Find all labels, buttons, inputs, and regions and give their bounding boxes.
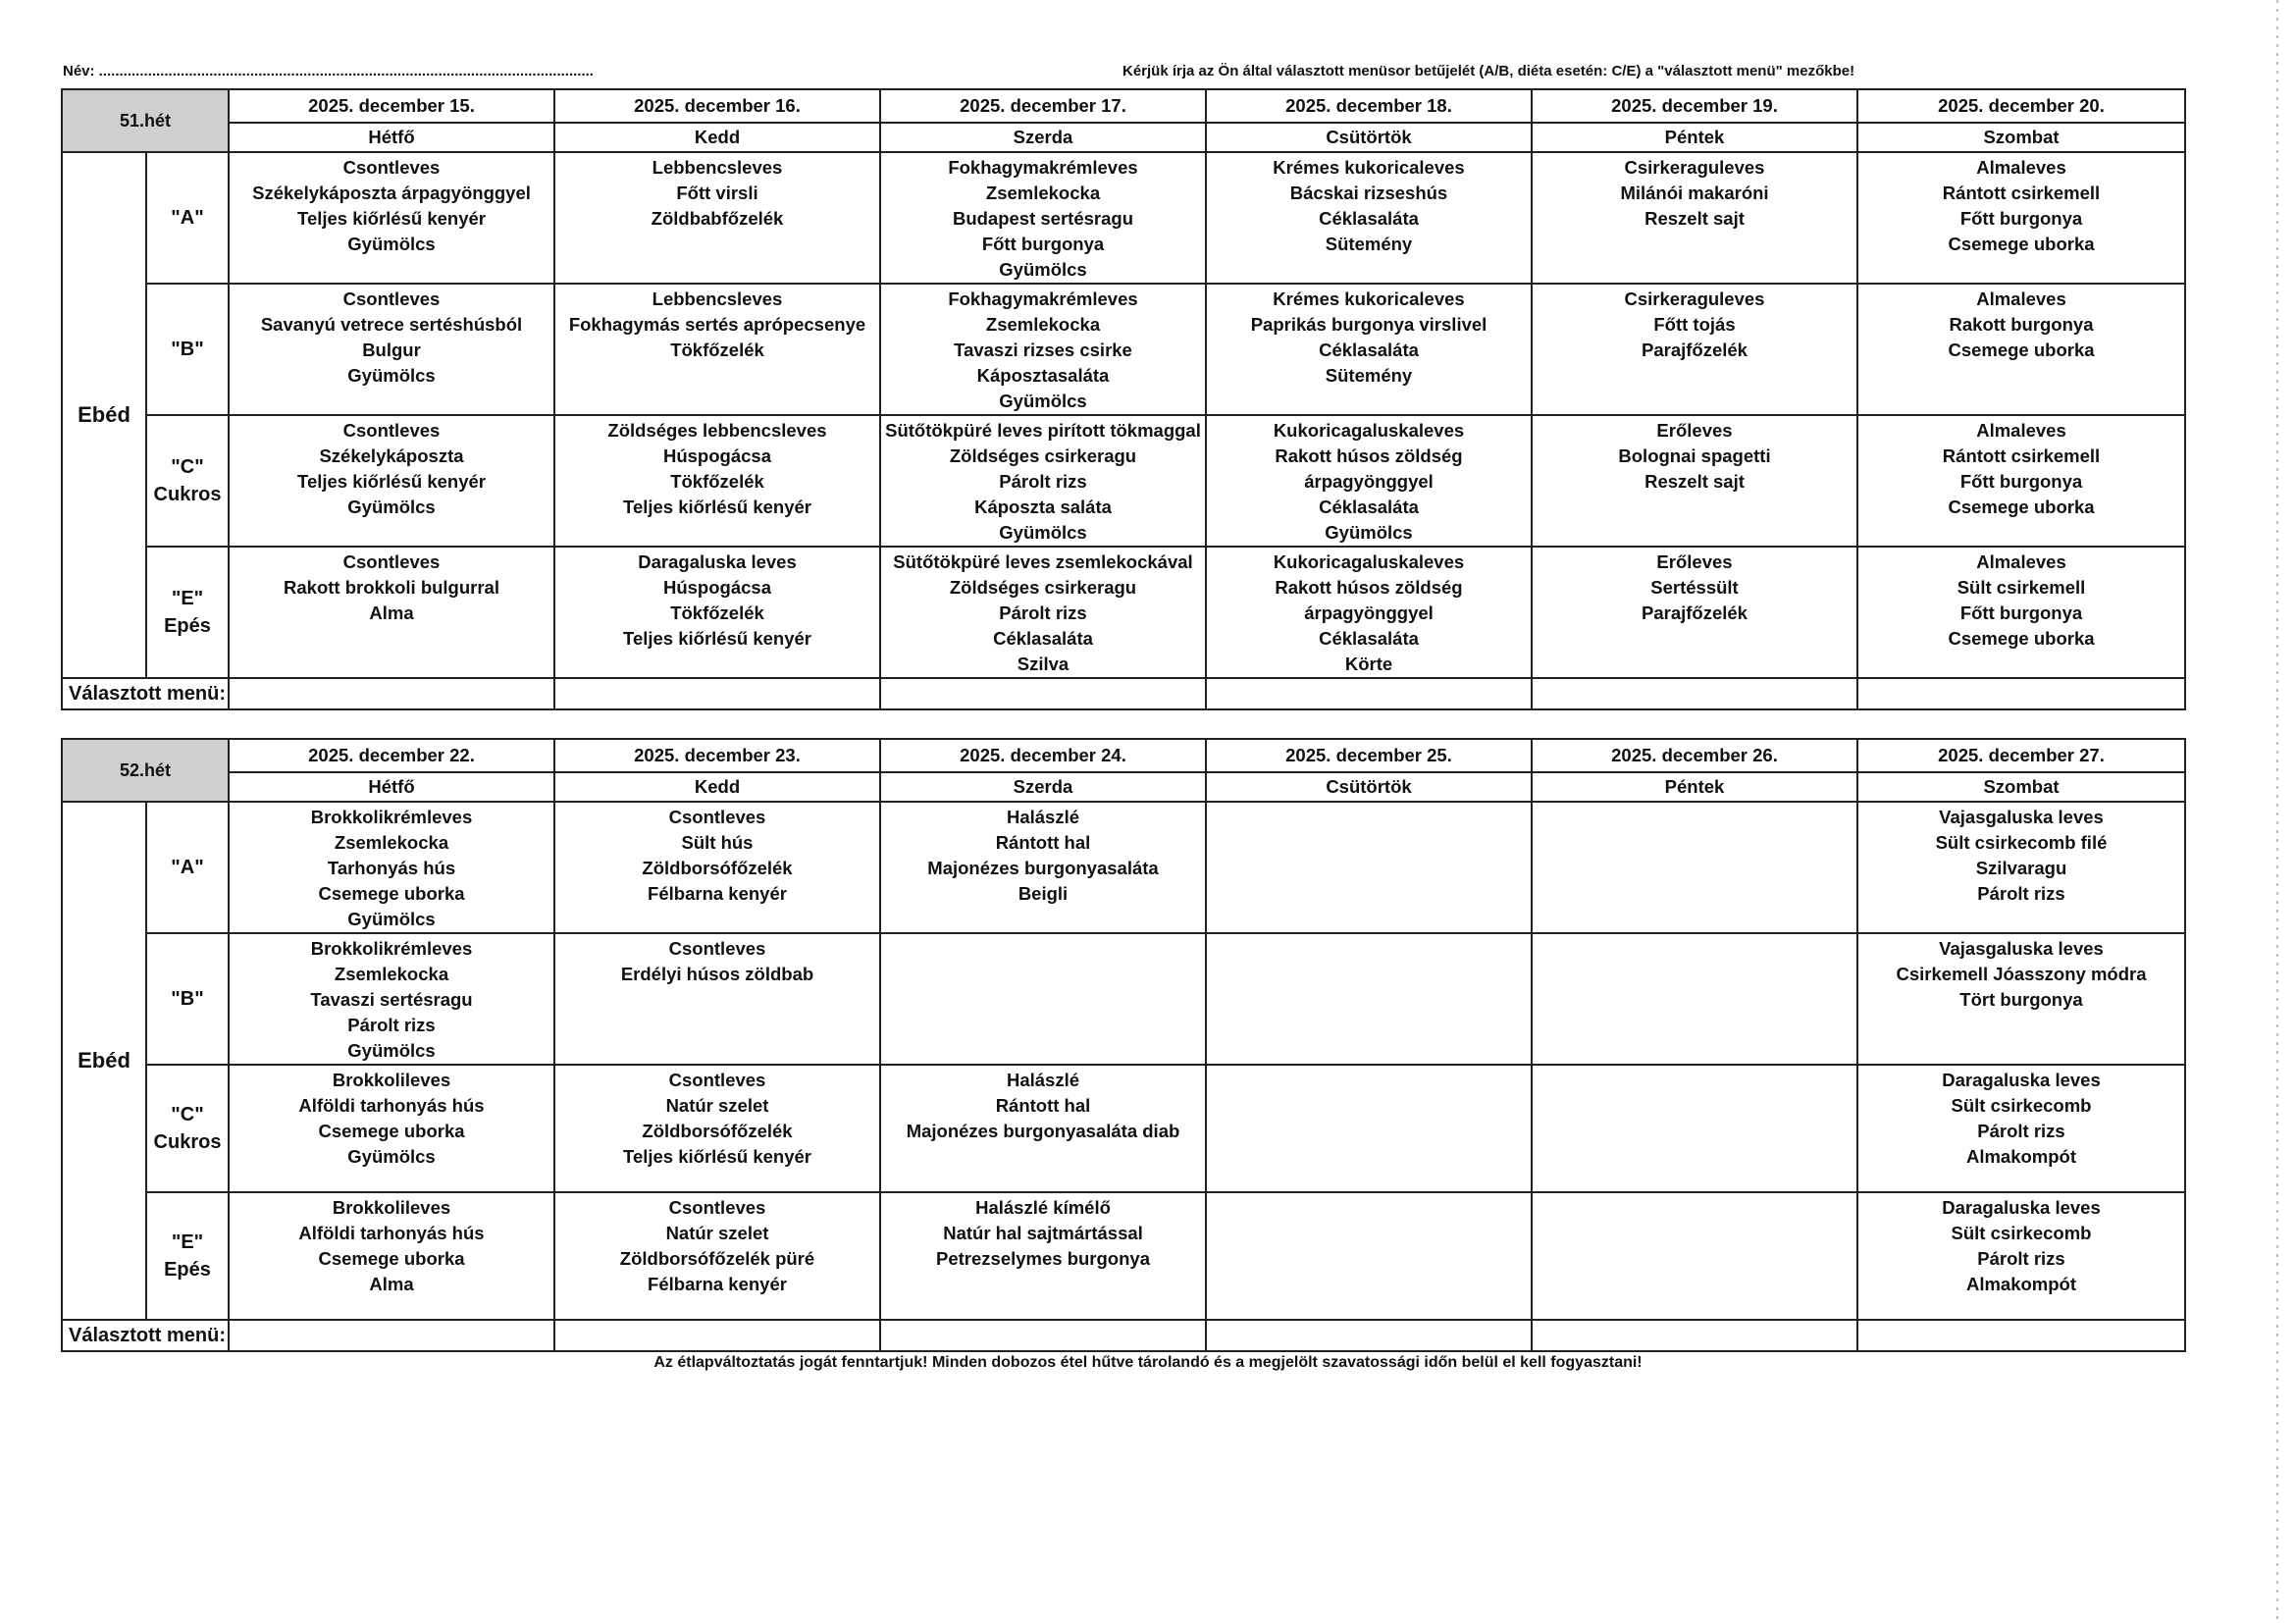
dish-item: Almakompót	[1965, 1146, 2077, 1167]
menu-row-b	[62, 933, 2185, 1065]
dish-item: Húspogácsa	[662, 445, 771, 466]
menu-cell	[1206, 1192, 1532, 1320]
menu-cell	[880, 152, 1206, 284]
day-name: Péntek	[1532, 123, 1857, 152]
selected-menu-label: Választott menü:	[62, 1320, 229, 1351]
menu-cell	[1206, 1065, 1532, 1192]
dish-item: Zsemlekocka	[334, 964, 449, 984]
menu-cell	[1857, 415, 2185, 547]
dish-item: Teljes kiőrlésű kenyér	[623, 497, 811, 517]
menu-cell	[880, 547, 1206, 678]
menu-row-a	[62, 802, 2185, 933]
dish-item: Főtt virsli	[676, 183, 758, 203]
selected-menu-field[interactable]	[880, 678, 1206, 709]
dish-item: Almaleves	[1976, 157, 2066, 178]
selected-menu-field[interactable]	[1532, 1320, 1857, 1351]
day-name: Csütörtök	[1206, 772, 1532, 802]
dish-item: Savanyú vetrece sertéshúsból	[260, 314, 523, 335]
dish-item: Húspogácsa	[662, 577, 771, 598]
week-table	[61, 88, 2186, 710]
dish-item: Gyümölcs	[999, 522, 1087, 543]
dish-item: Halászlé kímélő	[975, 1197, 1111, 1218]
dish-item: Sült csirkecomb	[1951, 1223, 2092, 1243]
menu-code-cell	[146, 1192, 229, 1320]
day-name: Szerda	[880, 772, 1206, 802]
menu-code-cell	[146, 415, 229, 547]
dish-item: Zsemlekocka	[985, 183, 1101, 203]
dish-item: Brokkolikrémleves	[310, 938, 473, 959]
dish-item: Tökfőzelék	[670, 340, 764, 360]
menu-cell	[229, 284, 554, 415]
selected-menu-field[interactable]	[229, 1320, 554, 1351]
menu-row-a	[62, 152, 2185, 284]
footer-note: Az étlapváltoztatás jogát fenntartjuk! Minden dobozos étel hűtve tárolandó és a megjelölt szavatossági időn belül el kell fogyasztani!	[653, 1354, 1643, 1371]
dish-item: Tört burgonya	[1959, 989, 2083, 1010]
dish-item: Sült hús	[681, 832, 754, 853]
dish-item: Félbarna kenyér	[648, 1274, 787, 1294]
dish-item: Csontleves	[668, 1070, 766, 1090]
menu-cell	[1857, 284, 2185, 415]
dish-item: Parajfőzelék	[1642, 602, 1748, 623]
menu-cell	[229, 1065, 554, 1192]
menu-row-e	[62, 547, 2185, 678]
dish-item: Sütemény	[1325, 234, 1413, 254]
dish-item: Párolt rizs	[1977, 1121, 2065, 1141]
day-date: 2025. december 26.	[1532, 739, 1857, 772]
dish-item: Párolt rizs	[1977, 1248, 2065, 1269]
menu-code-cell	[146, 802, 229, 933]
menu-code: "B"	[171, 988, 204, 1010]
dish-item: Főtt burgonya	[1959, 602, 2083, 623]
menu-cell	[554, 284, 880, 415]
dish-item: Halászlé	[1006, 807, 1080, 827]
instruction-text: Kérjük írja az Ön által választott menüsor betűjelét (A/B, diéta esetén: C/E) a "választott menü" mezőkbe!	[1122, 63, 1855, 79]
dish-item: Krémes kukoricaleves	[1273, 288, 1465, 309]
dish-item: Főtt tojás	[1653, 314, 1736, 335]
dish-item: Fokhagymakrémleves	[948, 288, 1138, 309]
dish-item: Natúr hal sajtmártással	[943, 1223, 1143, 1243]
dish-item: Beigli	[1018, 883, 1069, 904]
menu-cell	[229, 933, 554, 1065]
menu-cell	[880, 1065, 1206, 1192]
selected-menu-field[interactable]	[1857, 678, 2185, 709]
dish-item: Zöldborsófőzelék	[642, 858, 793, 878]
day-name-row	[62, 123, 2185, 152]
dish-item: Káposztasaláta	[976, 365, 1110, 386]
dish-item: Tökfőzelék	[670, 471, 764, 492]
day-name: Hétfő	[229, 123, 554, 152]
meal-label: Ebéd	[62, 802, 146, 1320]
menu-code-cell	[146, 933, 229, 1065]
dish-item: Tavaszi sertésragu	[310, 989, 473, 1010]
selected-menu-row	[62, 1320, 2185, 1351]
dish-item: Sült csirkemell	[1957, 577, 2086, 598]
menu-cell	[1532, 415, 1857, 547]
dish-item: Zsemlekocka	[985, 314, 1101, 335]
dish-item: Sütemény	[1325, 365, 1413, 386]
dish-item: Párolt rizs	[999, 471, 1087, 492]
dish-item: Zöldséges csirkeragu	[949, 577, 1137, 598]
menu-cell	[1857, 547, 2185, 678]
menu-code: "E"	[171, 588, 204, 609]
menu-row-e	[62, 1192, 2185, 1320]
day-date: 2025. december 19.	[1532, 89, 1857, 123]
menu-row-c	[62, 415, 2185, 547]
dish-item: Főtt burgonya	[981, 234, 1105, 254]
selected-menu-field[interactable]	[1857, 1320, 2185, 1351]
dish-item: Tavaszi rizses csirke	[954, 340, 1132, 360]
menu-cell	[1857, 933, 2185, 1065]
menu-cell	[880, 1192, 1206, 1320]
selected-menu-field[interactable]	[1532, 678, 1857, 709]
dish-item: Gyümölcs	[347, 909, 436, 929]
scan-edge-mark	[2276, 0, 2278, 1623]
dish-item: Gyümölcs	[347, 234, 436, 254]
day-date: 2025. december 20.	[1857, 89, 2185, 123]
day-date: 2025. december 15.	[229, 89, 554, 123]
meal-label: Ebéd	[62, 152, 146, 678]
menu-code: "E"	[171, 1231, 204, 1253]
day-name: Csütörtök	[1206, 123, 1532, 152]
day-date: 2025. december 18.	[1206, 89, 1532, 123]
dish-item: Halászlé	[1006, 1070, 1080, 1090]
dish-item: Székelykáposzta árpagyönggyel	[252, 183, 531, 203]
dish-item: Fokhagymás sertés aprópecsenye	[568, 314, 866, 335]
dish-item: Sült csirkecomb	[1951, 1095, 2092, 1116]
dish-item: Zöldséges csirkeragu	[949, 445, 1137, 466]
dish-item: Csontleves	[342, 288, 441, 309]
menu-name: Cukros	[153, 484, 222, 505]
menu-cell	[1206, 933, 1532, 1065]
dish-item: Csontleves	[342, 420, 441, 441]
dish-item: Almaleves	[1976, 551, 2066, 572]
day-date: 2025. december 17.	[880, 89, 1206, 123]
dish-item: Zsemlekocka	[334, 832, 449, 853]
day-date: 2025. december 22.	[229, 739, 554, 772]
dish-item: Daragaluska leves	[638, 551, 797, 572]
menu-cell	[554, 802, 880, 933]
dish-item: árpagyönggyel	[1304, 471, 1434, 492]
menu-code-cell	[146, 1065, 229, 1192]
dish-item: Csemege uborka	[1948, 497, 2095, 517]
dish-item: Párolt rizs	[1977, 883, 2065, 904]
dish-item: Tarhonyás hús	[327, 858, 456, 878]
dish-item: Lebbencsleves	[652, 157, 783, 178]
menu-name: Epés	[164, 1259, 211, 1281]
dish-item: Csirkeraguleves	[1624, 288, 1765, 309]
dish-item: Teljes kiőrlésű kenyér	[297, 471, 486, 492]
menu-cell	[554, 152, 880, 284]
dish-item: Zöldbabfőzelék	[651, 208, 784, 229]
menu-cell	[1532, 547, 1857, 678]
dish-item: Csemege uborka	[318, 1248, 465, 1269]
dish-item: Csontleves	[342, 157, 441, 178]
form-header	[63, 59, 2233, 84]
dish-item: Kukoricagaluskaleves	[1273, 551, 1465, 572]
menu-cell	[1857, 1065, 2185, 1192]
dish-item: Körte	[1344, 654, 1393, 674]
dish-item: Zöldborsófőzelék	[642, 1121, 793, 1141]
selected-menu-label: Választott menü:	[62, 678, 229, 709]
dish-item: Csirkeraguleves	[1624, 157, 1765, 178]
dish-item: Félbarna kenyér	[648, 883, 787, 904]
dish-item: Csontleves	[668, 807, 766, 827]
dish-item: Csontleves	[668, 938, 766, 959]
dish-item: Székelykáposzta	[319, 445, 464, 466]
dish-item: Alma	[369, 602, 414, 623]
dish-item: Daragaluska leves	[1942, 1070, 2101, 1090]
selected-menu-field[interactable]	[1206, 1320, 1532, 1351]
dish-item: Lebbencsleves	[652, 288, 783, 309]
menu-cell	[554, 415, 880, 547]
dish-item: Káposzta saláta	[974, 497, 1112, 517]
dish-item: Gyümölcs	[347, 497, 436, 517]
dish-item: Teljes kiőrlésű kenyér	[623, 1146, 811, 1167]
date-row	[62, 739, 2185, 772]
menu-cell	[1857, 1192, 2185, 1320]
dish-item: Tökfőzelék	[670, 602, 764, 623]
menu-cell	[1857, 802, 2185, 933]
dish-item: Alföldi tarhonyás hús	[298, 1223, 485, 1243]
dish-item: Rakott brokkoli bulgurral	[284, 577, 499, 598]
date-row	[62, 89, 2185, 123]
dish-item: Zöldborsófőzelék püré	[619, 1248, 815, 1269]
dish-item: Rántott hal	[995, 1095, 1091, 1116]
menu-code: "A"	[171, 857, 204, 878]
menu-name: Cukros	[153, 1131, 222, 1153]
dish-item: Céklasaláta	[1319, 497, 1419, 517]
dish-item: Majonézes burgonyasaláta diab	[906, 1121, 1180, 1141]
dish-item: Sertéssült	[1650, 577, 1739, 598]
day-date: 2025. december 16.	[554, 89, 880, 123]
dish-item: Teljes kiőrlésű kenyér	[623, 628, 811, 649]
dish-item: Gyümölcs	[999, 391, 1087, 411]
day-name: Szerda	[880, 123, 1206, 152]
menu-cell	[229, 415, 554, 547]
menu-cell	[554, 1065, 880, 1192]
menu-cell	[880, 284, 1206, 415]
menu-cell	[229, 1192, 554, 1320]
dish-item: Csemege uborka	[318, 1121, 465, 1141]
menu-cell	[1206, 152, 1532, 284]
day-name: Szombat	[1857, 123, 2185, 152]
day-date: 2025. december 27.	[1857, 739, 2185, 772]
menu-cell	[229, 802, 554, 933]
dish-item: Gyümölcs	[1325, 522, 1413, 543]
menu-cell	[1532, 802, 1857, 933]
menu-cell	[1532, 152, 1857, 284]
dish-item: Erdélyi húsos zöldbab	[620, 964, 814, 984]
selected-menu-field[interactable]	[229, 678, 554, 709]
dish-item: Bulgur	[362, 340, 421, 360]
dish-item: Rántott csirkemell	[1942, 183, 2101, 203]
dish-item: Reszelt sajt	[1644, 208, 1745, 229]
menu-cell	[554, 1192, 880, 1320]
dish-item: Vajasgaluska leves	[1939, 938, 2104, 959]
week-label: 51.hét	[62, 89, 229, 152]
dish-item: Céklasaláta	[1319, 340, 1419, 360]
menu-cell	[1206, 284, 1532, 415]
dish-item: Rakott húsos zöldség	[1275, 445, 1463, 466]
dish-item: Csemege uborka	[318, 883, 465, 904]
dish-item: Csemege uborka	[1948, 234, 2095, 254]
menu-code-cell	[146, 547, 229, 678]
menu-row-c	[62, 1065, 2185, 1192]
dish-item: Bácskai rizseshús	[1289, 183, 1448, 203]
dish-item: Csemege uborka	[1948, 340, 2095, 360]
day-name: Kedd	[554, 123, 880, 152]
day-name: Péntek	[1532, 772, 1857, 802]
dish-item: Csemege uborka	[1948, 628, 2095, 649]
menu-cell	[880, 933, 1206, 1065]
week-table	[61, 738, 2186, 1352]
menu-cell	[1857, 152, 2185, 284]
menu-cell	[1532, 284, 1857, 415]
dish-item: Brokkolileves	[332, 1070, 451, 1090]
dish-item: Céklasaláta	[1319, 628, 1419, 649]
menu-cell	[1532, 1192, 1857, 1320]
menu-code: "C"	[171, 1104, 204, 1126]
day-date: 2025. december 24.	[880, 739, 1206, 772]
dish-item: Natúr szelet	[665, 1223, 769, 1243]
dish-item: Rakott húsos zöldség	[1275, 577, 1463, 598]
dish-item: Csontleves	[342, 551, 441, 572]
menu-cell	[554, 933, 880, 1065]
selected-menu-field[interactable]	[554, 678, 880, 709]
dish-item: Erőleves	[1656, 551, 1733, 572]
dish-item: Bolognai spagetti	[1618, 445, 1771, 466]
dish-item: Alma	[369, 1274, 414, 1294]
menu-cell	[880, 415, 1206, 547]
menu-code: "C"	[171, 456, 204, 478]
dish-item: Szilva	[1017, 654, 1070, 674]
day-name: Szombat	[1857, 772, 2185, 802]
menu-cell	[1206, 547, 1532, 678]
menu-code: "B"	[171, 339, 204, 360]
dish-item: Majonézes burgonyasaláta	[927, 858, 1159, 878]
dish-item: Csirkemell Jóasszony módra	[1896, 964, 2147, 984]
day-name: Kedd	[554, 772, 880, 802]
dish-item: Céklasaláta	[1319, 208, 1419, 229]
dish-item: Daragaluska leves	[1942, 1197, 2101, 1218]
menu-code: "A"	[171, 207, 204, 229]
dish-item: Zöldséges lebbencsleves	[607, 420, 827, 441]
dish-item: Erőleves	[1656, 420, 1733, 441]
dish-item: Céklasaláta	[993, 628, 1093, 649]
dish-item: Vajasgaluska leves	[1939, 807, 2104, 827]
dish-item: Almaleves	[1976, 288, 2066, 309]
dish-item: Krémes kukoricaleves	[1273, 157, 1465, 178]
menu-cell	[1206, 415, 1532, 547]
dish-item: Budapest sertésragu	[952, 208, 1134, 229]
dish-item: Csontleves	[668, 1197, 766, 1218]
dish-item: Főtt burgonya	[1959, 208, 2083, 229]
day-date: 2025. december 23.	[554, 739, 880, 772]
selected-menu-field[interactable]	[1206, 678, 1532, 709]
dish-item: Milánói makaróni	[1620, 183, 1769, 203]
menu-cell	[1206, 802, 1532, 933]
name-field-label[interactable]: Név: .........................................................................................................................	[63, 63, 594, 79]
dish-item: Natúr szelet	[665, 1095, 769, 1116]
menu-cell	[880, 802, 1206, 933]
dish-item: Sült csirkecomb filé	[1935, 832, 2108, 853]
dish-item: Gyümölcs	[999, 259, 1087, 280]
dish-item: Párolt rizs	[999, 602, 1087, 623]
dish-item: Kukoricagaluskaleves	[1273, 420, 1465, 441]
dish-item: Sütőtökpüré leves zsemlekockával	[893, 551, 1193, 572]
dish-item: Alföldi tarhonyás hús	[298, 1095, 485, 1116]
dish-item: Rakott burgonya	[1949, 314, 2094, 335]
selected-menu-field[interactable]	[554, 1320, 880, 1351]
dish-item: Brokkolikrémleves	[310, 807, 473, 827]
menu-cell	[1532, 1065, 1857, 1192]
selected-menu-row	[62, 678, 2185, 709]
menu-code-cell	[146, 152, 229, 284]
dish-item: Sütőtökpüré leves pirított tökmaggal	[885, 420, 1201, 441]
dish-item: Rántott hal	[995, 832, 1091, 853]
dish-item: Fokhagymakrémleves	[948, 157, 1138, 178]
menu-row-b	[62, 284, 2185, 415]
dish-item: Teljes kiőrlésű kenyér	[297, 208, 486, 229]
day-date: 2025. december 25.	[1206, 739, 1532, 772]
menu-cell	[229, 547, 554, 678]
menu-name: Epés	[164, 615, 211, 637]
week-label: 52.hét	[62, 739, 229, 802]
menu-cell	[1532, 933, 1857, 1065]
menu-cell	[554, 547, 880, 678]
dish-item: Gyümölcs	[347, 365, 436, 386]
dish-item: Paprikás burgonya virslivel	[1250, 314, 1487, 335]
dish-item: Brokkolileves	[332, 1197, 451, 1218]
day-name-row	[62, 772, 2185, 802]
dish-item: Almakompót	[1965, 1274, 2077, 1294]
dish-item: Almaleves	[1976, 420, 2066, 441]
dish-item: Parajfőzelék	[1642, 340, 1748, 360]
dish-item: Reszelt sajt	[1644, 471, 1745, 492]
dish-item: Petrezselymes burgonya	[936, 1248, 1150, 1269]
dish-item: Rántott csirkemell	[1942, 445, 2101, 466]
dish-item: Főtt burgonya	[1959, 471, 2083, 492]
dish-item: Párolt rizs	[347, 1015, 436, 1035]
dish-item: Szilvaragu	[1975, 858, 2067, 878]
dish-item: árpagyönggyel	[1304, 602, 1434, 623]
menu-cell	[229, 152, 554, 284]
menu-code-cell	[146, 284, 229, 415]
day-name: Hétfő	[229, 772, 554, 802]
dish-item: Gyümölcs	[347, 1040, 436, 1061]
dish-item: Gyümölcs	[347, 1146, 436, 1167]
selected-menu-field[interactable]	[880, 1320, 1206, 1351]
